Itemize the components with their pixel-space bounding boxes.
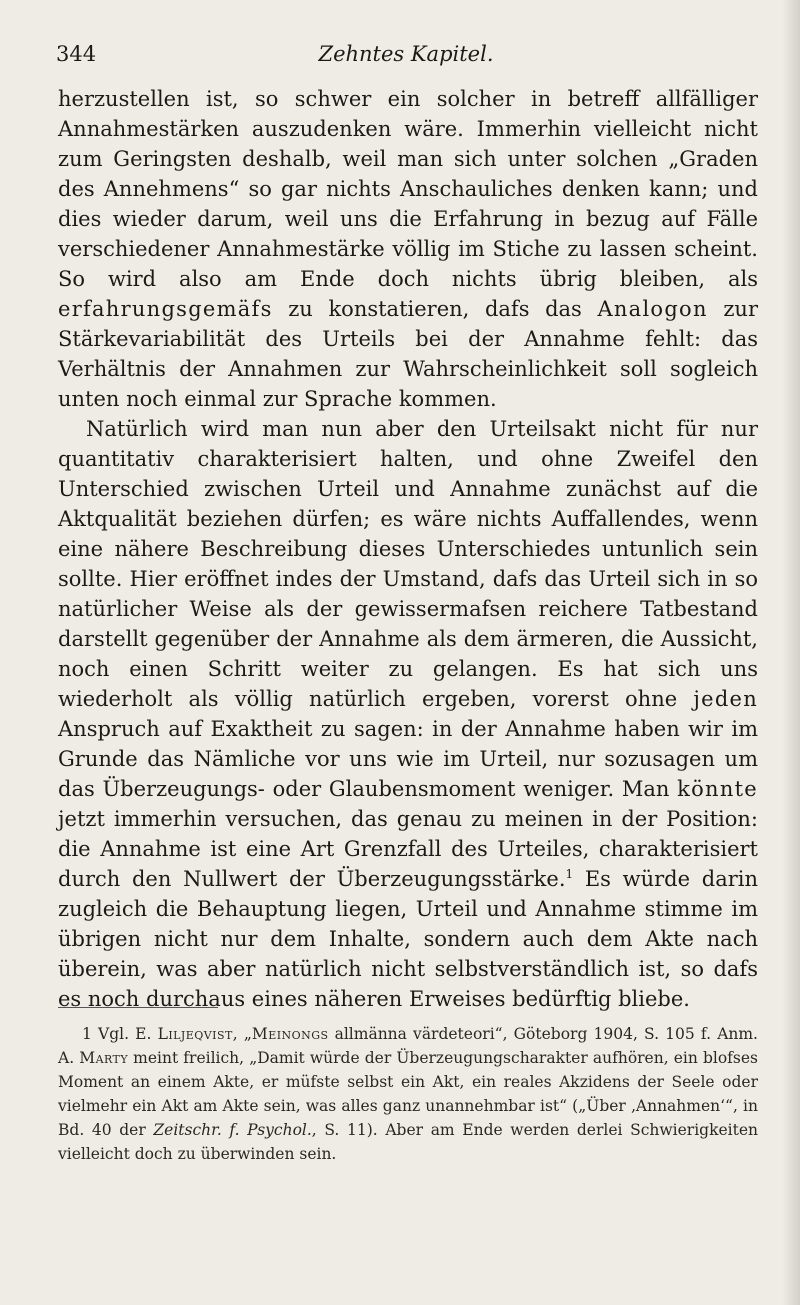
running-head: Zehntes Kapitel. xyxy=(318,42,494,66)
author-name: Liljeqvist xyxy=(157,1025,233,1043)
body-text xyxy=(58,84,758,1014)
author-name: Marty xyxy=(79,1049,129,1067)
page-header xyxy=(56,42,756,72)
footnote-divider xyxy=(58,1007,218,1008)
emphasis: Analogon xyxy=(597,297,708,321)
journal-title: Zeitschr. f. Psychol. xyxy=(153,1121,312,1139)
emphasis: jeden xyxy=(693,687,758,711)
footnote: 1 Vgl. E. Liljeqvist, „Meinongs allmänna värdeteori“, Göteborg 1904, S. 105 f. Anm. A. Marty meint freilich, „Damit würde der Überzeugungscharakter aufhören, ein blofses Moment an einem Akte, er müfste selbst ein Akt, ein reales Akzidens der Seele oder vielmehr ein Akt am Akte sein, was alles ganz unannehmbar ist“ („Über ‚Annahmen‘“, in Bd. 40 der Zeitschr. f. Psychol., S. 11). Aber am Ende werden derlei Schwierigkeiten vielleicht doch zu überwinden sein. xyxy=(58,1025,758,1163)
page-edge-shadow xyxy=(782,0,800,1305)
author-name: Meinongs xyxy=(251,1025,329,1043)
emphasis: könnte xyxy=(677,777,758,801)
footnote-ref: 1 xyxy=(565,867,574,881)
emphasis: erfahrungsgemäfs xyxy=(58,297,273,321)
paragraph: herzustellen ist, so schwer ein solcher in betreff allfälliger Annahmestärken auszudenken wäre. Immerhin vielleicht nicht zum Geringsten deshalb, weil man sich unter solchen „Graden des Annehmens“ so gar nichts Anschauliches denken kann; und dies wieder darum, weil uns die Erfahrung in bezug auf Fälle verschiedener Annahmestärke völlig im Stiche zu lassen scheint. So wird also am Ende doch nichts übrig bleiben, als erfahrungsgemäfs zu konstatieren, dafs das Analogon zur Stärkevariabilität des Urteils bei der Annahme fehlt: das Verhältnis der Annahmen zur Wahrscheinlichkeit soll sogleich unten noch einmal zur Sprache kommen. xyxy=(58,87,758,411)
footnotes xyxy=(58,1022,758,1166)
paragraph: Natürlich wird man nun aber den Urteilsakt nicht für nur quantitativ charakterisiert halten, und ohne Zweifel den Unterschied zwischen Urteil und Annahme zunächst auf die Aktqualität beziehen dürfen; es wäre nichts Auffallendes, wenn eine nähere Beschreibung dieses Unterschiedes untunlich sein sollte. Hier eröffnet indes der Umstand, dafs das Urteil sich in so natürlicher Weise als der gewissermafsen reichere Tatbestand darstellt gegenüber der Annahme als dem ärmeren, die Aussicht, noch einen Schritt weiter zu gelangen. Es hat sich uns wiederholt als völlig natürlich ergeben, vorerst ohne jeden Anspruch auf Exaktheit zu sagen: in der Annahme haben wir im Grunde das Nämliche vor uns wie im Urteil, nur sozusagen um das Überzeugungs- oder Glaubensmoment weniger. Man könnte jetzt immerhin versuchen, das genau zu meinen in der Position: die Annahme ist eine Art Grenzfall des Urteiles, charakterisiert durch den Nullwert der Überzeugungsstärke.$^1$ Es würde darin zugleich die Behauptung liegen, Urteil und Annahme stimme im übrigen nicht nur dem Inhalte, sondern auch dem Akte nach überein, was aber natürlich nicht selbstverständlich ist, so dafs es noch durchaus eines näheren Erweises bedürftig bliebe. xyxy=(58,417,758,1011)
page-number: 344 xyxy=(56,42,97,66)
